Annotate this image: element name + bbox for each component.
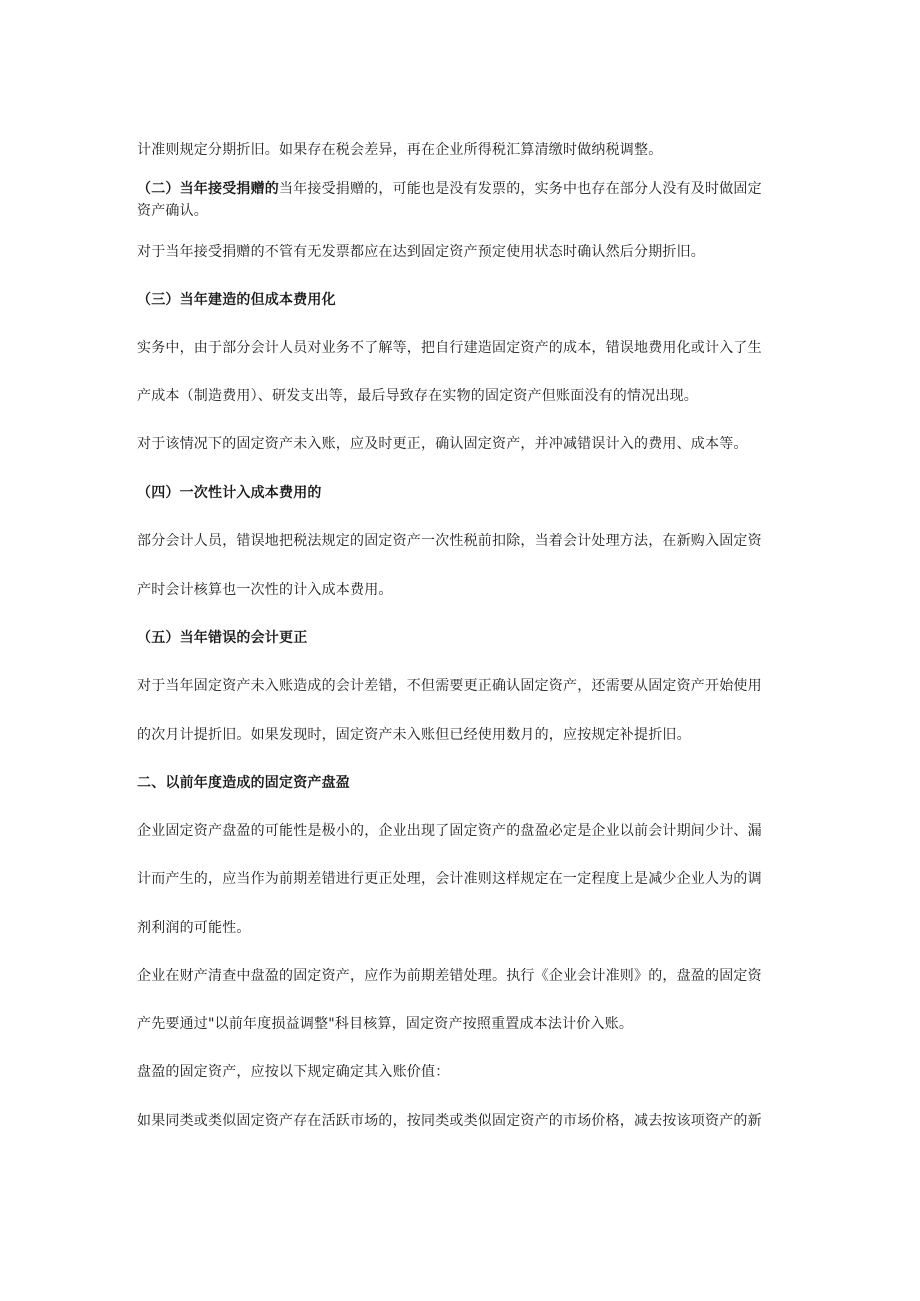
paragraph-line: 部分会计人员，错误地把税法规定的固定资产一次性税前扣除，当着会计处理方法，在新购入固定资	[137, 533, 762, 549]
paragraph-line: 产先要通过"以前年度损益调整"科目核算，固定资产按照重置成本法计价入账。	[137, 1016, 634, 1032]
paragraph-line	[137, 181, 797, 197]
paragraph-line: 企业在财产清查中盘盈的固定资产，应作为前期差错处理。执行《企业会计准则》的，盘盈的固定资	[137, 968, 762, 984]
section-heading: （五）当年错误的会计更正	[137, 630, 308, 646]
paragraph-line: 对于当年固定资产未入账造成的会计差错，不但需要更正确认固定资产，还需要从固定资产开始使用	[137, 678, 762, 694]
section-heading: （三）当年建造的但成本费用化	[137, 292, 336, 308]
paragraph-line: 盘盈的固定资产，应按以下规定确定其入账价值：	[137, 1064, 450, 1080]
paragraph-line: 的次月计提折旧。如果发现时，固定资产未入账但已经使用数月的，应按规定补提折旧。	[137, 727, 691, 743]
paragraph-line: 产成本（制造费用）、研发支出等，最后导致存在实物的固定资产但账面没有的情况出现。	[137, 388, 698, 404]
paragraph-line: 产时会计核算也一次性的计入成本费用。	[137, 582, 393, 598]
paragraph-line: 资产确认。	[137, 203, 208, 219]
paragraph-line: 如果同类或类似固定资产存在活跃市场的，按同类或类似固定资产的市场价格，减去按该项资产的新	[137, 1113, 762, 1129]
section-heading: （四）一次性计入成本费用的	[137, 485, 322, 501]
paragraph-line: 对于该情况下的固定资产未入账，应及时更正，确认固定资产，并冲减错误计入的费用、成本等。	[137, 436, 748, 452]
paragraph-line: 计而产生的，应当作为前期差错进行更正处理，会计准则这样规定在一定程度上是减少企业人为的调	[137, 871, 762, 887]
paragraph-line: 企业固定资产盘盈的可能性是极小的，企业出现了固定资产的盘盈必定是企业以前会计期间少计、漏	[137, 823, 762, 839]
section-heading: 二、以前年度造成的固定资产盘盈	[137, 775, 350, 791]
paragraph-line: 剂利润的可能性。	[137, 920, 251, 936]
paragraph-line: 实务中，由于部分会计人员对业务不了解等，把自行建造固定资产的成本，错误地费用化或计入了生	[137, 340, 762, 356]
section-heading-inline: （二）当年接受捐赠的	[137, 181, 279, 197]
paragraph-line: 对于当年接受捐赠的不管有无发票都应在达到固定资产预定使用状态时确认然后分期折旧。	[137, 244, 705, 260]
paragraph-line: 计准则规定分期折旧。如果存在税会差异，再在企业所得税汇算清缴时做纳税调整。	[137, 142, 663, 158]
paragraph-text: 当年接受捐赠的，可能也是没有发票的，实务中也存在部分人没有及时做固定	[279, 181, 762, 197]
